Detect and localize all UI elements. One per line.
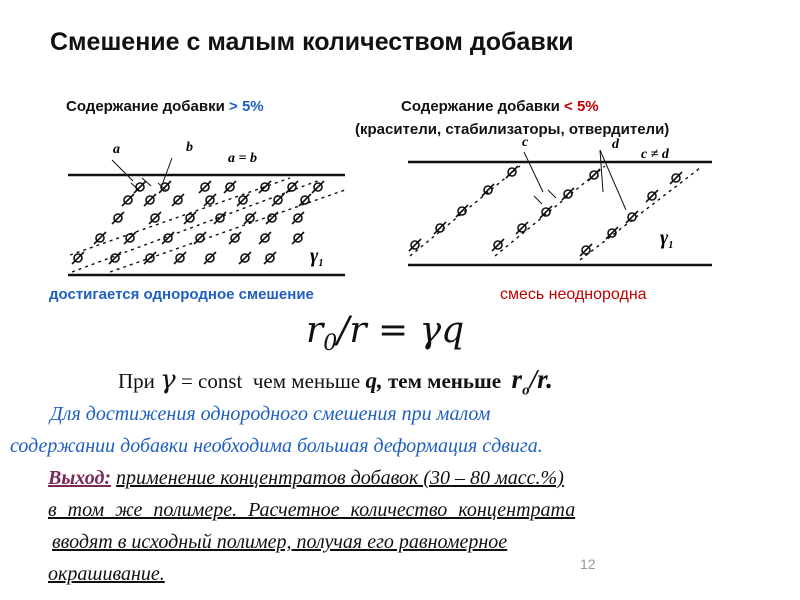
formula [306, 310, 464, 356]
formula-rest: /r = γq [337, 310, 465, 351]
right-heading-op: < [564, 98, 573, 115]
label-d-pointer-2 [600, 150, 626, 210]
left-heading-op: > [229, 98, 238, 115]
label-c: c [522, 135, 529, 150]
right-gamma-label: $\gamma_1$ [660, 227, 674, 251]
statement-line [118, 364, 553, 399]
paragraph2-line2: в том же полимере. Расчетное количество концентрата [48, 499, 576, 521]
dim-tick-4 [534, 196, 542, 204]
left-gamma-label: $\gamma_1$ [310, 245, 324, 269]
left-heading-value: 5% [241, 98, 264, 115]
right-flow-line [495, 166, 605, 256]
paragraph2-line1 [48, 467, 564, 490]
formula-r0: r [306, 310, 324, 351]
right-flow-line [580, 168, 700, 260]
right-heading-value: 5% [576, 98, 599, 115]
label-c-pointer [524, 152, 543, 192]
label-d: d [612, 137, 619, 152]
left-heading-prefix: Содержание добавки [66, 98, 225, 115]
right-heading-note: (красители, стабилизаторы, отвердители) [355, 121, 670, 138]
right-flow-line [410, 166, 520, 256]
right-particles [409, 166, 700, 260]
statement-pri: При [118, 369, 155, 393]
label-c-neq-d: c ≠ d [641, 147, 669, 162]
formula-r0-sub: 0 [323, 331, 338, 357]
page-title: Смешение с малым количеством добавки [50, 28, 574, 56]
right-mixing-diagram [0, 0, 800, 290]
statement-r: $r_o/r$. [511, 364, 553, 399]
paragraph2-line3: вводят в исходный полимер, получая его равномерное [52, 531, 508, 553]
label-b: b [186, 140, 193, 155]
statement-q: q, [365, 368, 383, 393]
page-number: 12 [580, 556, 596, 572]
right-heading-prefix: Содержание добавки [401, 98, 560, 115]
statement-const: = const [180, 369, 243, 393]
statement-smaller: чем меньше [252, 369, 361, 393]
exit-label: Выход: [48, 467, 112, 489]
paragraph2-line4: окрашивание. [48, 563, 165, 585]
paragraph1-line2: содержании добавки необходима большая деформация сдвига. [10, 435, 543, 457]
paragraph2-text1: применение концентратов добавок (30 – 80 масс.%) [116, 467, 564, 489]
statement-then: тем меньше [387, 369, 502, 393]
right-result: смесь неоднородна [500, 286, 647, 303]
label-a-equals-b: a = b [228, 151, 257, 166]
statement-gamma: γ [160, 365, 176, 395]
label-a: a [113, 142, 120, 157]
left-result: достигается однородное смешение [49, 286, 314, 303]
paragraph1-line1: Для достижения однородного смешения при малом [50, 403, 491, 425]
dim-tick-5 [548, 190, 556, 198]
